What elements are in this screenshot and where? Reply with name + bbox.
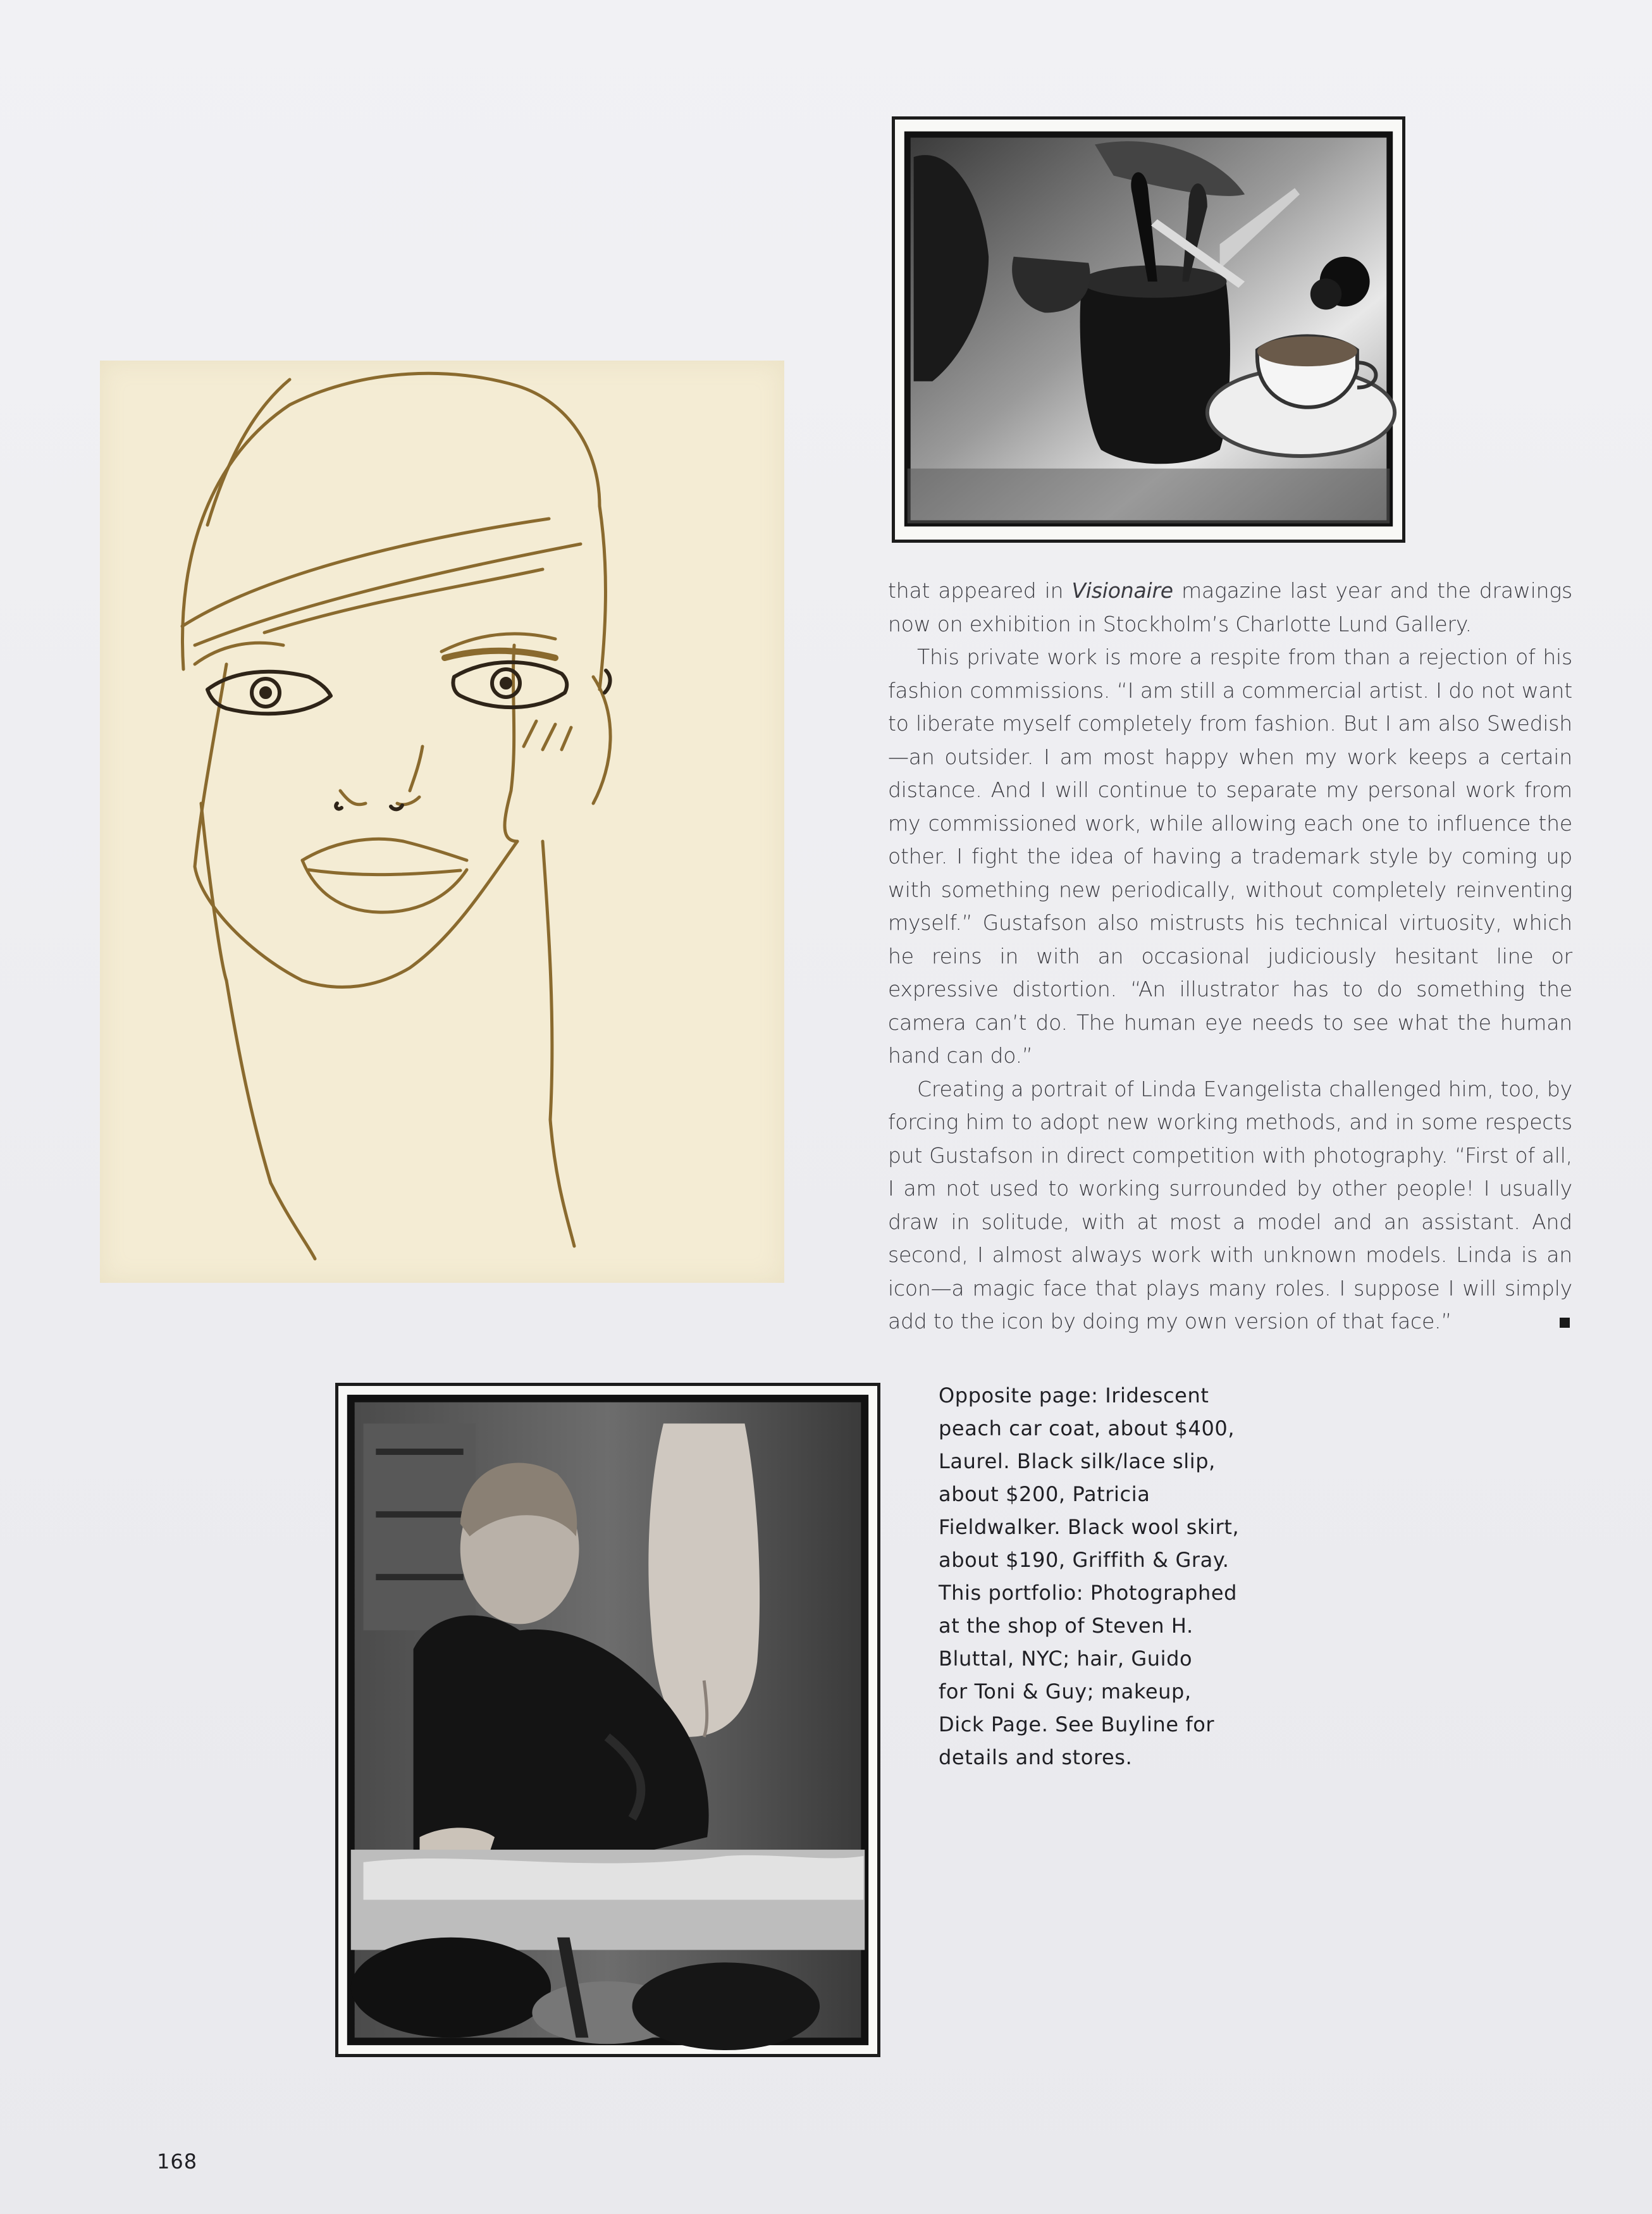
paragraph-1-text-start: that appeared in	[888, 578, 1072, 603]
caption-line: Dick Page. See Buyline for	[939, 1712, 1215, 1736]
end-of-article-mark	[1560, 1318, 1570, 1328]
article-paragraph-3	[888, 1073, 1572, 1339]
caption-line: about $190, Griffith & Gray.	[939, 1548, 1230, 1572]
caption-line: at the shop of Steven H.	[939, 1614, 1193, 1638]
brushes-teacup-image	[895, 120, 1402, 540]
magazine-title-italic: Visionaire	[1071, 578, 1173, 603]
still-life-photo	[892, 116, 1405, 543]
caption-line: This portfolio: Photographed	[939, 1581, 1238, 1605]
paragraph-3-text: Creating a portrait of Linda Evangelista challenged him, too, by forcing him to adopt new working methods, and in some respects put Gustafson in direct competition with photography. “First of all, I am not used to working surrounded by other people! I usually draw in solitude, with at most a model and an assistant. And second, I almost always work with unknown models. Linda is an icon—a magic face that plays many roles. I suppose I will simply add to the icon by doing my own version of that face.”	[888, 1076, 1572, 1333]
caption-line: about $200, Patricia	[939, 1482, 1150, 1506]
article-body	[888, 574, 1572, 1339]
paragraph-1-text-end: magazine last year and the drawings now on exhibition in Stockholm’s Charlotte Lund Gallery.	[888, 578, 1572, 636]
caption-line: details and stores.	[939, 1745, 1133, 1769]
caption-line: Fieldwalker. Black wool skirt,	[939, 1515, 1240, 1539]
caption-line: peach car coat, about $400,	[939, 1416, 1235, 1440]
artist-portrait-photo	[335, 1383, 880, 2057]
page-number: 168	[157, 2149, 198, 2174]
caption-line: Opposite page: Iridescent	[939, 1383, 1209, 1407]
face-sketch-drawing	[100, 361, 784, 1283]
article-paragraph-1	[888, 574, 1572, 641]
caption-line: for Toni & Guy; makeup,	[939, 1679, 1192, 1704]
fashion-credits-caption	[939, 1379, 1293, 1774]
caption-line: Bluttal, NYC; hair, Guido	[939, 1647, 1193, 1671]
artist-at-work-image	[338, 1386, 877, 2054]
caption-line: Laurel. Black silk/lace slip,	[939, 1449, 1216, 1473]
face-sketch-illustration	[100, 361, 784, 1283]
article-paragraph-2: This private work is more a respite from than a rejection of his fashion commissions. “I am still a commercial artist. I do not want to liberate myself completely from fashion. But I am also Swedish—an outsider. I am most happy when my work keeps a certain distance. And I will continue to separate my personal work from my commissioned work, while allowing each one to influence the other. I fight the idea of having a trademark style by coming up with something new periodically, without completely reinventing myself.” Gustafson also mistrusts his technical virtuosity, which he reins in with an occasional judiciously hesitant line or expressive distortion. “An illustrator has to do something the camera can’t do. The human eye needs to see what the human hand can do.”	[888, 645, 1572, 1068]
